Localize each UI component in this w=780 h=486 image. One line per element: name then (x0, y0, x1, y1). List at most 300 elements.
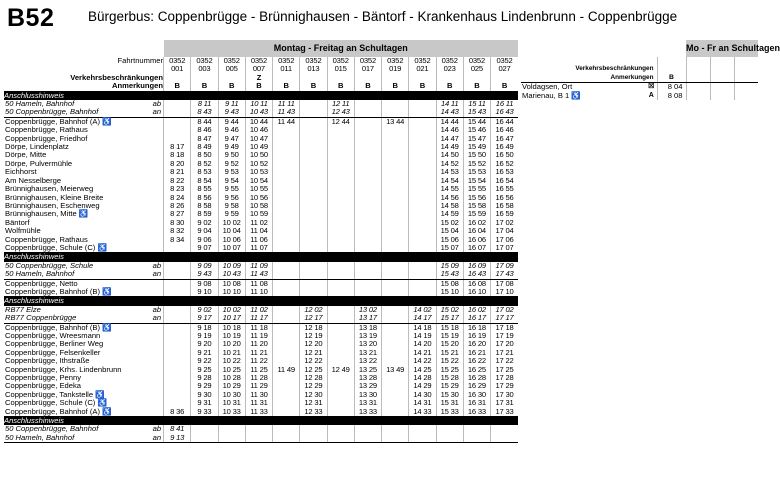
arrival-departure-mark (140, 399, 163, 407)
stop-name: Am Nesselberge (5, 175, 62, 185)
trip-note: B (245, 82, 272, 91)
departure-time: 17 18 (491, 323, 518, 332)
arrival-departure-mark (140, 279, 163, 288)
departure-time: 14 29 (409, 382, 436, 390)
departure-time: 10 06 (218, 236, 245, 244)
stop-name: Coppenbrügge, Friedhof (5, 133, 88, 143)
trip-number: 021 (409, 65, 436, 73)
departure-time: 13 30 (354, 391, 381, 399)
departure-time (273, 332, 300, 340)
departure-time (300, 177, 327, 185)
connection-row (4, 270, 518, 279)
departure-time (409, 194, 436, 202)
departure-time (327, 332, 354, 340)
departure-time (327, 194, 354, 202)
departure-time (164, 314, 191, 323)
arrival-departure-mark (140, 151, 163, 159)
departure-time (300, 219, 327, 227)
departure-time (382, 408, 409, 417)
stop-name: Coppenbrügge, Wreesmann (5, 331, 101, 340)
departure-time (354, 117, 381, 126)
departure-time (382, 391, 409, 399)
departure-time: 14 33 (409, 408, 436, 417)
departure-time (273, 314, 300, 323)
departure-time (164, 126, 191, 134)
departure-time (327, 399, 354, 407)
connection-stop-name: 50 Hameln, Bahnhof (4, 270, 140, 279)
arrival-departure-mark (140, 374, 163, 382)
departure-time: 9 10 (191, 288, 218, 297)
departure-time (382, 177, 409, 185)
departure-time (382, 340, 409, 348)
departure-time: 8 20 (164, 160, 191, 168)
departure-time: 17 02 (491, 306, 518, 314)
departure-time: 16 59 (491, 210, 518, 218)
departure-time (273, 288, 300, 297)
departure-time: 16 46 (491, 126, 518, 134)
departure-time (382, 227, 409, 235)
departure-time (273, 177, 300, 185)
departure-time: 16 54 (491, 177, 518, 185)
departure-time (463, 425, 490, 433)
trip-note: B (273, 82, 300, 91)
departure-time (327, 323, 354, 332)
departure-time: 10 10 (218, 288, 245, 297)
departure-time: 14 46 (436, 126, 463, 134)
departure-time: 15 20 (436, 340, 463, 348)
departure-time (164, 288, 191, 297)
side-empty-cell (710, 83, 734, 92)
departure-time (463, 434, 490, 443)
departure-time: 16 25 (463, 366, 490, 374)
departure-time (354, 288, 381, 297)
departure-time: 8 43 (191, 108, 218, 117)
departure-time (327, 288, 354, 297)
departure-time: 16 21 (463, 349, 490, 357)
stop-name: Coppenbrügge, Penny (5, 373, 81, 383)
departure-time (273, 219, 300, 227)
trip-note: B (409, 82, 436, 91)
departure-time: 9 53 (218, 168, 245, 176)
connection-stop-name: RB77 Coppenbrügge (4, 314, 140, 323)
departure-time (327, 126, 354, 134)
departure-time: 12 31 (300, 399, 327, 407)
departure-time: 15 30 (436, 391, 463, 399)
departure-time (273, 151, 300, 159)
trip-number: 023 (436, 65, 463, 73)
departure-time: 10 20 (218, 340, 245, 348)
departure-time (327, 160, 354, 168)
departure-time: 9 02 (191, 219, 218, 227)
departure-time: 15 02 (436, 219, 463, 227)
trip-number: 011 (273, 65, 300, 73)
stop-name: Coppenbrügge, Bahnhof (B) ♿ (5, 322, 112, 332)
departure-time: 15 09 (436, 262, 463, 270)
departure-time: 15 29 (436, 382, 463, 390)
departure-time: 15 08 (436, 279, 463, 288)
departure-time: 8 56 (191, 194, 218, 202)
departure-time (382, 185, 409, 193)
departure-time (273, 244, 300, 253)
departure-time: 9 52 (218, 160, 245, 168)
departure-time (273, 340, 300, 348)
departure-time (382, 194, 409, 202)
trip-note: B (354, 82, 381, 91)
departure-time: 14 25 (409, 366, 436, 374)
departure-time (300, 100, 327, 108)
departure-time: 9 13 (164, 434, 191, 443)
connection-row (4, 108, 518, 117)
departure-time: 15 17 (436, 314, 463, 323)
departure-time (273, 262, 300, 270)
departure-time (273, 236, 300, 244)
departure-time (409, 244, 436, 253)
departure-time: 10 47 (245, 135, 272, 143)
departure-time (327, 151, 354, 159)
departure-time (354, 236, 381, 244)
departure-time (382, 399, 409, 407)
side-empty-cell (686, 83, 710, 92)
departure-time: 10 52 (245, 160, 272, 168)
trip-number: 001 (164, 65, 191, 73)
departure-time (354, 185, 381, 193)
departure-time: 14 54 (436, 177, 463, 185)
departure-time (409, 177, 436, 185)
departure-time (300, 126, 327, 134)
departure-time: 14 49 (436, 143, 463, 151)
departure-time (354, 160, 381, 168)
departure-time: 9 02 (191, 306, 218, 314)
trip-number-label: Fahrtnummer (117, 56, 164, 65)
arrival-departure-mark (140, 143, 163, 151)
departure-time: 8 36 (164, 408, 191, 417)
departure-time: 8 54 (191, 177, 218, 185)
trip-line-number: 0352 (409, 57, 436, 65)
departure-time: 15 56 (463, 194, 490, 202)
departure-time: 11 20 (245, 340, 272, 348)
departure-time: 14 28 (409, 374, 436, 382)
departure-time (354, 100, 381, 108)
stop-name: Coppenbrügge, Schule (C) ♿ (5, 398, 107, 408)
departure-time: 13 44 (382, 117, 409, 126)
departure-time: 12 30 (300, 391, 327, 399)
departure-time: 10 07 (218, 244, 245, 253)
departure-time: 15 59 (463, 210, 490, 218)
departure-time: 16 11 (491, 100, 518, 108)
departure-time: 17 21 (491, 349, 518, 357)
departure-time: 14 31 (409, 399, 436, 407)
departure-time (300, 434, 327, 443)
departure-time: 16 58 (491, 202, 518, 210)
departure-time: 17 07 (491, 244, 518, 253)
departure-time: 8 21 (164, 168, 191, 176)
departure-time (273, 374, 300, 382)
departure-time (382, 434, 409, 443)
departure-time (327, 270, 354, 279)
departure-time: 13 25 (354, 366, 381, 374)
departure-time: 8 34 (164, 236, 191, 244)
side-restriction-cell (657, 65, 686, 73)
departure-time (273, 270, 300, 279)
departure-time: 13 33 (354, 408, 381, 417)
departure-time (300, 168, 327, 176)
departure-time (273, 306, 300, 314)
departure-time: 10 50 (245, 151, 272, 159)
connection-row (4, 314, 518, 323)
side-departure-time: 8 04 (657, 83, 686, 92)
departure-time: 14 17 (409, 314, 436, 323)
departure-time: 13 49 (382, 366, 409, 374)
side-timetable (521, 40, 780, 100)
arrival-departure-mark (140, 126, 163, 134)
departure-time (164, 270, 191, 279)
departure-time: 16 33 (463, 408, 490, 417)
departure-time (327, 236, 354, 244)
side-note-cell (686, 74, 710, 83)
stop-name: Coppenbrügge, Rathaus (5, 125, 88, 135)
departure-time: 9 56 (218, 194, 245, 202)
departure-time: 8 53 (191, 168, 218, 176)
departure-time: 11 29 (245, 382, 272, 390)
departure-time: 15 28 (436, 374, 463, 382)
departure-time (300, 227, 327, 235)
departure-time: 16 18 (463, 323, 490, 332)
departure-time: 8 32 (164, 227, 191, 235)
departure-time (354, 434, 381, 443)
departure-time (409, 236, 436, 244)
arrival-departure-mark (140, 168, 163, 176)
trip-note: B (463, 82, 490, 91)
departure-time: 9 20 (191, 340, 218, 348)
departure-time: 11 18 (245, 323, 272, 332)
stop-name: Brünnighausen, Eschenweg (5, 200, 100, 210)
departure-time: 16 49 (491, 143, 518, 151)
departure-time: 17 06 (491, 236, 518, 244)
departure-time: 9 58 (218, 202, 245, 210)
departure-time: 17 17 (491, 314, 518, 323)
departure-time (354, 126, 381, 134)
side-banner-spacer (521, 40, 686, 57)
departure-time (191, 425, 218, 433)
stop-name: Coppenbrügge, Krhs. Lindenbrunn (5, 364, 122, 374)
departure-time (382, 314, 409, 323)
departure-time (491, 434, 518, 443)
departure-time: 12 17 (300, 314, 327, 323)
departure-time (300, 151, 327, 159)
stop-name: Dörpe, Lindenplatz (5, 142, 69, 152)
arrival-departure-mark (140, 236, 163, 244)
departure-time (300, 117, 327, 126)
departure-time: 11 04 (245, 227, 272, 235)
stop-name: Wolfmühle (5, 226, 41, 236)
departure-time: 8 55 (191, 185, 218, 193)
departure-time (382, 382, 409, 390)
departure-time (382, 168, 409, 176)
departure-time (273, 202, 300, 210)
stop-name: Dörpe, Mitte (5, 150, 47, 160)
departure-time: 15 54 (463, 177, 490, 185)
departure-time (300, 160, 327, 168)
departure-time (327, 177, 354, 185)
arrival-departure-mark (140, 332, 163, 340)
departure-time: 12 11 (327, 100, 354, 108)
departure-time: 10 25 (218, 366, 245, 374)
departure-time: 11 02 (245, 219, 272, 227)
departure-time: 14 50 (436, 151, 463, 159)
departure-time (164, 382, 191, 390)
arrival-departure-mark: ab (152, 260, 162, 270)
departure-time (327, 202, 354, 210)
departure-time: 13 18 (354, 323, 381, 332)
departure-time: 11 22 (245, 357, 272, 365)
departure-time: 13 22 (354, 357, 381, 365)
departure-time: 12 21 (300, 349, 327, 357)
departure-time: 17 22 (491, 357, 518, 365)
departure-time: 16 29 (463, 382, 490, 390)
departure-time (273, 210, 300, 218)
departure-time (327, 185, 354, 193)
departure-time: 16 50 (491, 151, 518, 159)
departure-time: 10 29 (218, 382, 245, 390)
trip-number: 005 (218, 65, 245, 73)
departure-time: 12 43 (327, 108, 354, 117)
departure-time (273, 126, 300, 134)
departure-time: 9 43 (218, 108, 245, 117)
side-restriction-cell (734, 65, 758, 73)
departure-time: 11 11 (273, 100, 300, 108)
departure-time (409, 270, 436, 279)
trip-number: 019 (382, 65, 409, 73)
side-restrictions-row (521, 65, 758, 73)
departure-time: 9 11 (218, 100, 245, 108)
departure-time (382, 288, 409, 297)
side-note-cell (710, 74, 734, 83)
trip-number: 017 (354, 65, 381, 73)
stop-name: Dörpe, Pulvermühle (5, 158, 73, 168)
arrival-departure-mark: an (140, 108, 163, 117)
departure-time: 10 49 (245, 143, 272, 151)
departure-time: 13 31 (354, 399, 381, 407)
trip-number: 003 (191, 65, 218, 73)
departure-time (164, 262, 191, 270)
departure-time (354, 108, 381, 117)
departure-time (300, 244, 327, 253)
departure-time: 8 24 (164, 194, 191, 202)
connection-hint-label: Anschlusshinweis (4, 297, 518, 306)
departure-time: 9 21 (191, 349, 218, 357)
departure-time: 11 28 (245, 374, 272, 382)
departure-time (273, 185, 300, 193)
departure-time: 10 08 (218, 279, 245, 288)
departure-time: 8 49 (191, 143, 218, 151)
departure-time: 8 17 (164, 143, 191, 151)
departure-time (300, 262, 327, 270)
departure-time: 15 31 (436, 399, 463, 407)
departure-time (382, 244, 409, 253)
departure-time: 8 47 (191, 135, 218, 143)
departure-time (409, 425, 436, 433)
departure-time (245, 434, 272, 443)
departure-time (300, 202, 327, 210)
departure-time (327, 210, 354, 218)
departure-time (409, 160, 436, 168)
departure-time (273, 168, 300, 176)
trip-line-number: 0352 (245, 57, 272, 65)
departure-time: 10 09 (218, 262, 245, 270)
departure-time (164, 357, 191, 365)
departure-time: 16 31 (463, 399, 490, 407)
departure-time (300, 279, 327, 288)
departure-time: 16 20 (463, 340, 490, 348)
departure-time: 11 10 (245, 288, 272, 297)
stop-name: Coppenbrügge, Felsenkeller (5, 347, 101, 357)
departure-time (382, 210, 409, 218)
departure-time: 11 06 (245, 236, 272, 244)
departure-time: 10 46 (245, 126, 272, 134)
departure-time: 9 19 (191, 332, 218, 340)
departure-time: 8 41 (164, 425, 191, 433)
departure-time: 9 25 (191, 366, 218, 374)
side-blank-cell (657, 57, 686, 65)
side-empty-cell (686, 92, 710, 100)
departure-time: 15 58 (463, 202, 490, 210)
departure-time (300, 143, 327, 151)
stop-name: Coppenbrügge, Edeka (5, 381, 81, 391)
departure-time (382, 202, 409, 210)
departure-time: 10 30 (218, 391, 245, 399)
departure-time: 11 43 (245, 270, 272, 279)
departure-time: 12 49 (327, 366, 354, 374)
departure-time (164, 279, 191, 288)
departure-time: 12 33 (300, 408, 327, 417)
side-departure-time: 8 08 (657, 92, 686, 100)
side-empty-cell (734, 83, 758, 92)
departure-time (164, 340, 191, 348)
departure-time (300, 194, 327, 202)
trip-line-number: 0352 (300, 57, 327, 65)
departure-time: 16 17 (463, 314, 490, 323)
departure-time: 10 53 (245, 168, 272, 176)
departure-time (164, 349, 191, 357)
departure-time: 17 31 (491, 399, 518, 407)
departure-time: 15 18 (436, 323, 463, 332)
schedule-day-banner: Montag - Freitag an Schultagen (164, 40, 518, 57)
departure-time: 17 28 (491, 374, 518, 382)
departure-time (409, 151, 436, 159)
departure-time (164, 100, 191, 108)
trip-note: B (191, 82, 218, 91)
side-empty-cell (734, 92, 758, 100)
departure-time (327, 391, 354, 399)
departure-time: 16 55 (491, 185, 518, 193)
side-blank-cell (710, 57, 734, 65)
trip-line-number: 0352 (354, 57, 381, 65)
departure-time (273, 349, 300, 357)
departure-time (409, 168, 436, 176)
departure-time (273, 143, 300, 151)
stop-name: Coppenbrügge, Bahnhof (B) ♿ (4, 288, 140, 297)
departure-time: 10 33 (218, 408, 245, 417)
side-stop-symbol: ☒ (648, 83, 655, 91)
departure-time (327, 244, 354, 253)
trip-note: B (491, 82, 518, 91)
departure-time: 16 43 (463, 270, 490, 279)
side-blank-cell (686, 57, 710, 65)
departure-time: 13 21 (354, 349, 381, 357)
departure-time: 16 56 (491, 194, 518, 202)
departure-time: 16 43 (491, 108, 518, 117)
departure-time: 9 04 (191, 227, 218, 235)
